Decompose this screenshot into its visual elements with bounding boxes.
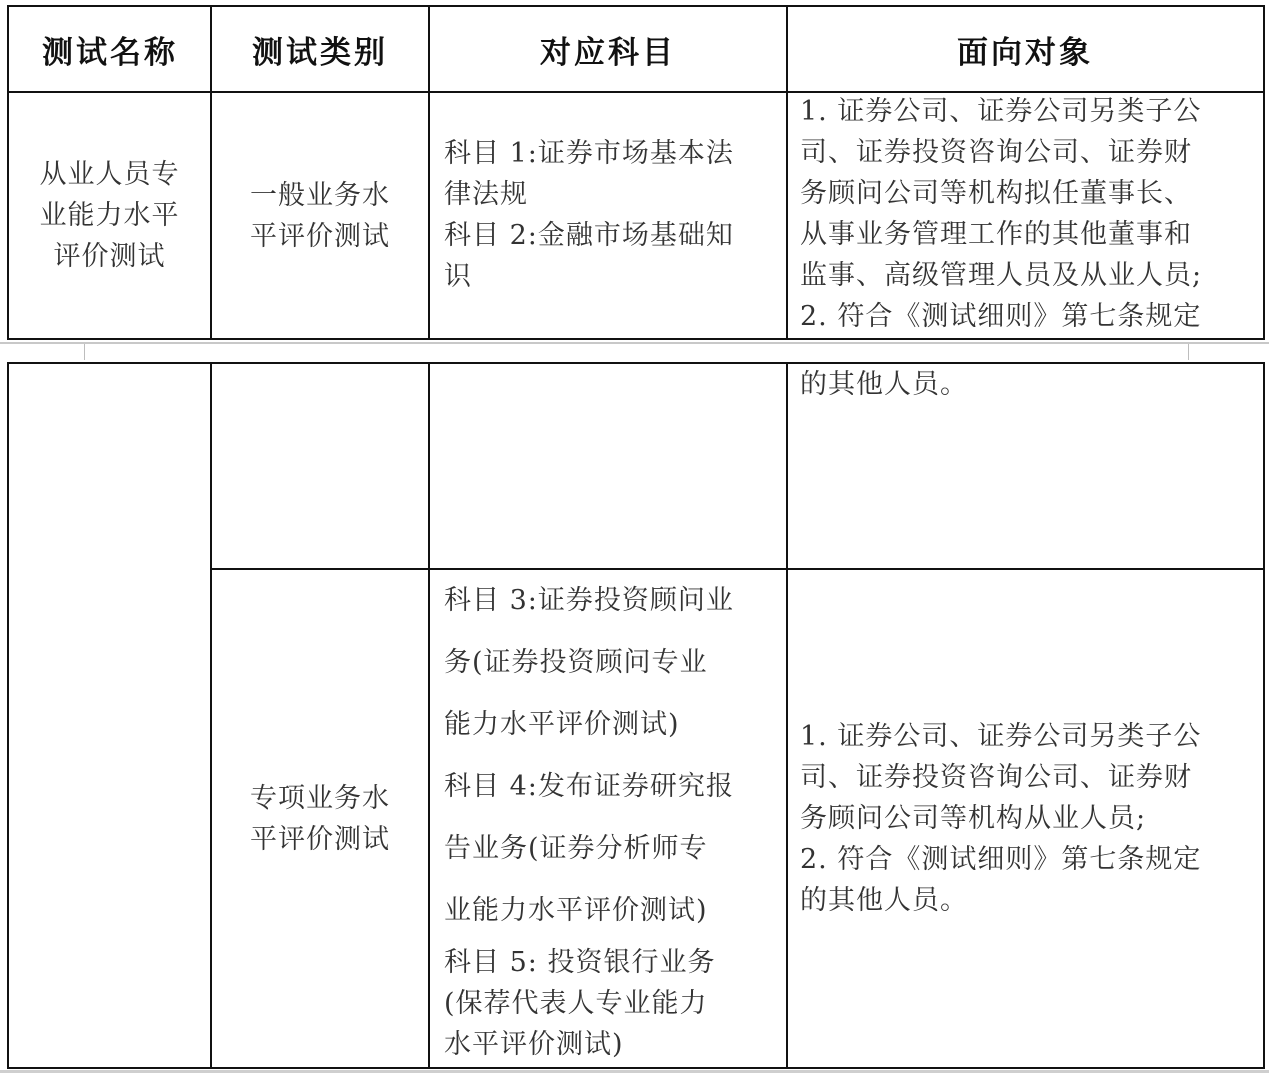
page-break-rule [0, 342, 1269, 344]
header-test-name: 测试名称 [42, 34, 178, 71]
special-subjects-cell-b: 科目 5: 投资银行业务 (保荐代表人专业能力 水平评价测试) [444, 947, 716, 1060]
special-subjects-cell-a: 科目 3:证券投资顾问业 务(证券投资顾问专业 能力水平评价测试) 科目 4:发布证券研究报 告业务(证券分析师专 业能力水平评价测试) [444, 585, 734, 926]
test-name-cell: 从业人员专 业能力水平 评价测试 [39, 159, 180, 272]
page-corner-mark [1188, 344, 1189, 360]
general-subjects-cell: 科目 1:证券市场基本法 律法规 科目 2:金融市场基础知 识 [444, 138, 734, 292]
column-divider [786, 7, 788, 338]
page-bottom-rule [0, 1070, 1269, 1073]
general-category-cell: 一般业务水 平评价测试 [250, 179, 390, 252]
general-audience-cell: 1. 证券公司、证券公司另类子公 司、证券投资咨询公司、证券财 务顾问公司等机构拟任董事长、 从事业务管理工作的其他董事和 监事、高级管理人员及从业人员; 2. 符合《测试细则》第七条规定 [800, 96, 1203, 332]
header-subjects: 对应科目 [540, 34, 676, 71]
special-audience-cell: 1. 证券公司、证券公司另类子公 司、证券投资咨询公司、证券财 务顾问公司等机构从业人员; 2. 符合《测试细则》第七条规定 的其他人员。 [800, 721, 1202, 916]
page-corner-mark [84, 344, 85, 360]
table-bottom-section [7, 362, 1265, 1069]
general-audience-continued: 的其他人员。 [800, 369, 968, 400]
column-divider [428, 7, 430, 338]
column-divider [786, 364, 788, 1067]
header-test-category: 测试类别 [252, 34, 388, 71]
header-audience: 面向对象 [957, 34, 1093, 71]
table-top-section [7, 5, 1265, 340]
column-divider [428, 364, 430, 1067]
special-category-cell: 专项业务水 平评价测试 [250, 782, 390, 855]
